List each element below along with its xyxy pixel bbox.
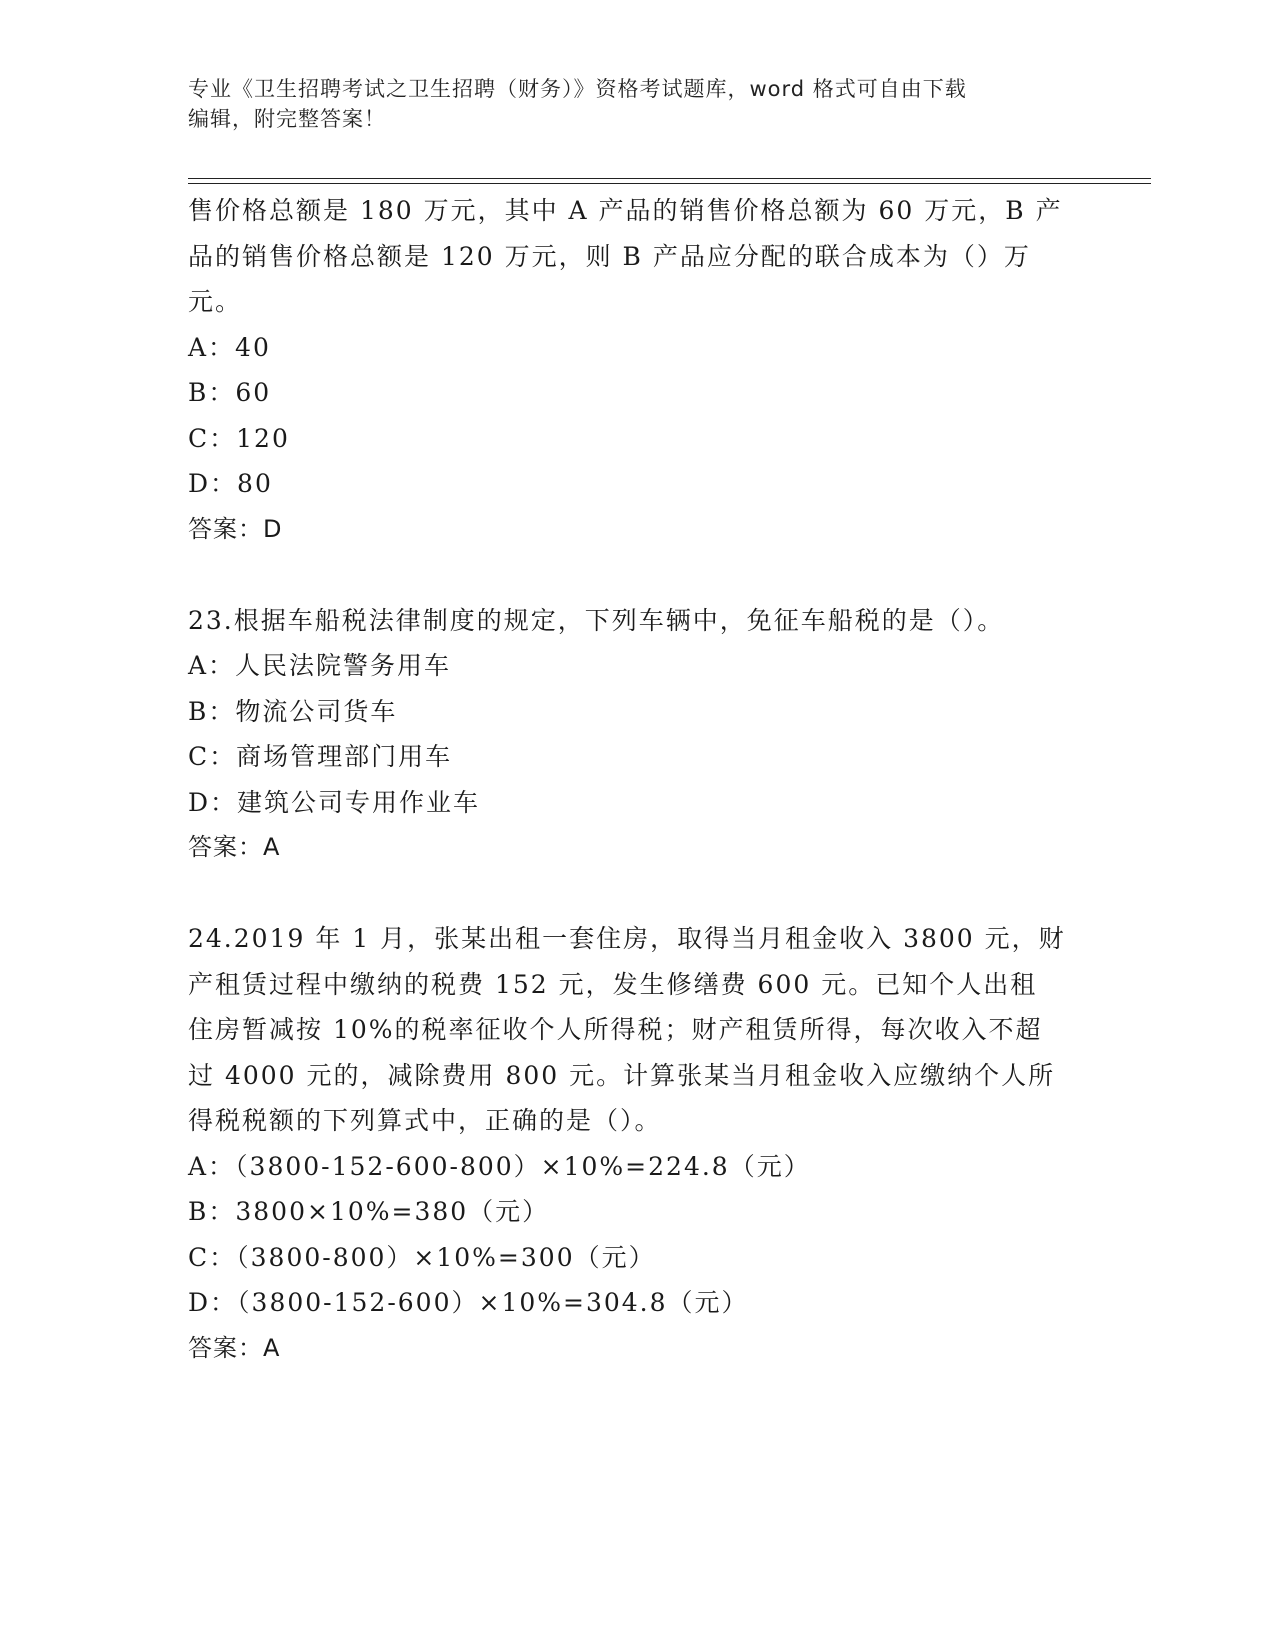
spacer bbox=[188, 871, 1088, 917]
question-23 bbox=[188, 598, 1088, 871]
header-divider-bottom bbox=[188, 183, 1151, 184]
question-stem-line: 售价格总额是 180 万元，其中 A 产品的销售价格总额为 60 万元，B 产 bbox=[188, 196, 1063, 225]
option-d: D：80 bbox=[188, 469, 273, 498]
question-stem-line: 得税税额的下列算式中，正确的是（）。 bbox=[188, 1106, 662, 1135]
answer-label: 答案：A bbox=[188, 1333, 281, 1362]
option-c: C：120 bbox=[188, 423, 290, 453]
question-stem-line: 住房暂减按 10%的税率征收个人所得税；财产租赁所得，每次收入不超 bbox=[188, 1015, 1043, 1044]
question-stem-line: 23.根据车船税法律制度的规定，下列车辆中，免征车船税的是（）。 bbox=[188, 605, 1005, 635]
option-a: A：（3800-152-600-800）×10%=224.8（元） bbox=[188, 1151, 811, 1181]
option-d: D：建筑公司专用作业车 bbox=[188, 787, 481, 817]
spacer bbox=[188, 552, 1088, 598]
option-c: C：商场管理部门用车 bbox=[188, 742, 453, 771]
question-24 bbox=[188, 916, 1088, 1371]
question-stem-line: 过 4000 元的，减除费用 800 元。计算张某当月租金收入应缴纳个人所 bbox=[188, 1060, 1056, 1090]
answer-label: 答案：D bbox=[188, 514, 283, 543]
header-line-2: 编辑，附完整答案！ bbox=[188, 107, 386, 131]
question-stem-line: 产租赁过程中缴纳的税费 152 元，发生修缮费 600 元。已知个人出租 bbox=[188, 969, 1038, 999]
option-b: B：60 bbox=[188, 378, 272, 407]
option-d: D：（3800-152-600）×10%=304.8（元） bbox=[188, 1288, 749, 1317]
document-header bbox=[188, 74, 1068, 134]
option-c: C：（3800-800）×10%=300（元） bbox=[188, 1242, 656, 1272]
question-22 bbox=[188, 188, 1088, 552]
question-stem-line: 元。 bbox=[188, 287, 243, 316]
header-divider-top bbox=[188, 178, 1151, 179]
option-a: A：人民法院警务用车 bbox=[188, 651, 452, 680]
option-a: A：40 bbox=[188, 332, 271, 362]
question-stem-line: 品的销售价格总额是 120 万元，则 B 产品应分配的联合成本为（）万 bbox=[188, 241, 1031, 271]
answer-label: 答案：A bbox=[188, 833, 281, 861]
question-stem-line: 24.2019 年 1 月，张某出租一套住房，取得当月租金收入 3800 元，财 bbox=[188, 924, 1066, 953]
option-b: B：物流公司货车 bbox=[188, 696, 398, 726]
option-b: B：3800×10%=380（元） bbox=[188, 1197, 550, 1226]
header-line-1: 专业《卫生招聘考试之卫生招聘（财务）》资格考试题库，word 格式可自由下载 bbox=[188, 77, 967, 101]
document-body bbox=[188, 188, 1088, 1371]
